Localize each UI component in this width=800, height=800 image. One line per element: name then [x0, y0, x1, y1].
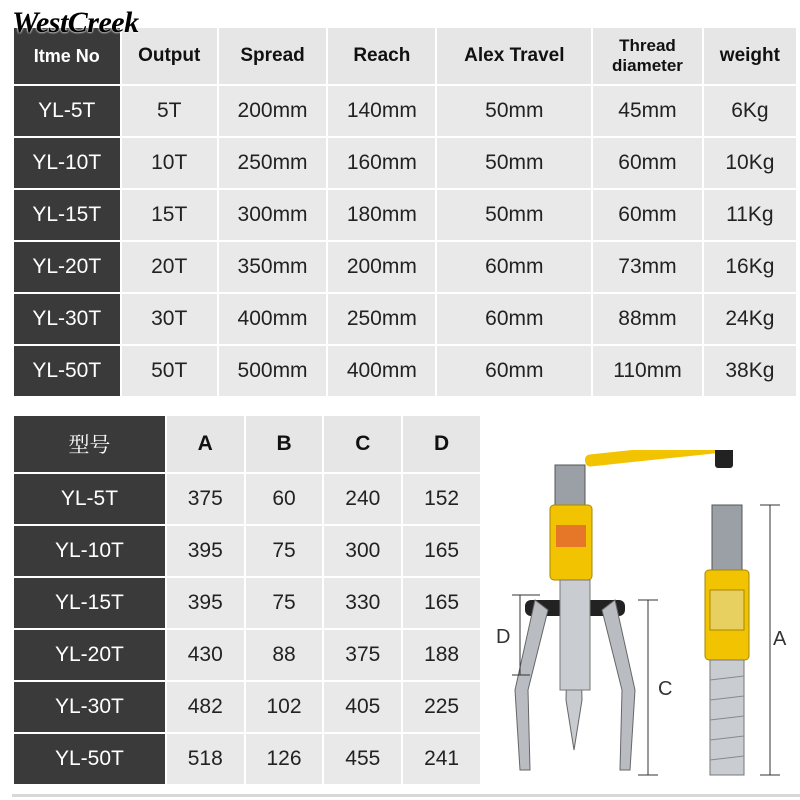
output-cell: 30T — [122, 294, 217, 344]
thread-diameter-cell: 88mm — [593, 294, 702, 344]
alex-travel-cell: 50mm — [437, 138, 591, 188]
alex-travel-cell: 60mm — [437, 346, 591, 396]
b-cell: 75 — [246, 526, 323, 576]
item-no-cell: YL-10T — [14, 138, 120, 188]
item-no-cell: YL-20T — [14, 242, 120, 292]
table-row — [14, 474, 480, 524]
table-row — [14, 734, 480, 784]
b-cell: 88 — [246, 630, 323, 680]
table-row — [14, 190, 796, 240]
output-cell: 10T — [122, 138, 217, 188]
model-cell: YL-10T — [14, 526, 165, 576]
col-reach: Reach — [328, 28, 435, 84]
spread-cell: 250mm — [219, 138, 326, 188]
d-cell: 241 — [403, 734, 480, 784]
alex-travel-cell: 60mm — [437, 294, 591, 344]
b-cell: 75 — [246, 578, 323, 628]
thread-diameter-cell: 110mm — [593, 346, 702, 396]
reach-cell: 180mm — [328, 190, 435, 240]
item-no-cell: YL-50T — [14, 346, 120, 396]
c-cell: 375 — [324, 630, 401, 680]
table-row — [14, 242, 796, 292]
col-spread: Spread — [219, 28, 326, 84]
hydraulic-cylinder-image — [705, 505, 780, 775]
diameter-label: diameter — [612, 56, 683, 75]
d-cell: 152 — [403, 474, 480, 524]
col-weight: weight — [704, 28, 796, 84]
table-row — [14, 86, 796, 136]
col-output: Output — [122, 28, 217, 84]
c-cell: 405 — [324, 682, 401, 732]
c-cell: 300 — [324, 526, 401, 576]
d-cell: 165 — [403, 578, 480, 628]
model-cell: YL-30T — [14, 682, 165, 732]
reach-cell: 200mm — [328, 242, 435, 292]
c-cell: 240 — [324, 474, 401, 524]
weight-cell: 6Kg — [704, 86, 796, 136]
spec-table — [12, 26, 798, 398]
reach-cell: 400mm — [328, 346, 435, 396]
a-cell: 395 — [167, 526, 244, 576]
thread-diameter-cell: 60mm — [593, 190, 702, 240]
reach-cell: 250mm — [328, 294, 435, 344]
dimension-c-label: C — [658, 678, 673, 700]
hydraulic-puller-diagram — [490, 450, 800, 795]
dimension-d-label: D — [496, 626, 511, 648]
weight-cell: 24Kg — [704, 294, 796, 344]
thread-diameter-cell: 73mm — [593, 242, 702, 292]
table-row — [14, 346, 796, 396]
divider — [12, 794, 800, 797]
thread-diameter-cell: 45mm — [593, 86, 702, 136]
d-cell: 165 — [403, 526, 480, 576]
model-cell: YL-15T — [14, 578, 165, 628]
alex-travel-cell: 50mm — [437, 86, 591, 136]
alex-travel-cell: 60mm — [437, 242, 591, 292]
weight-cell: 11Kg — [704, 190, 796, 240]
thread-label: Thread — [619, 36, 676, 55]
c-cell: 330 — [324, 578, 401, 628]
col-model: 型号 — [14, 416, 165, 472]
col-b: B — [246, 416, 323, 472]
thread-diameter-cell: 60mm — [593, 138, 702, 188]
dims-header-row — [14, 416, 480, 472]
weight-cell: 10Kg — [704, 138, 796, 188]
d-cell: 225 — [403, 682, 480, 732]
item-no-cell: YL-30T — [14, 294, 120, 344]
table-row — [14, 138, 796, 188]
alex-travel-cell: 50mm — [437, 190, 591, 240]
a-cell: 482 — [167, 682, 244, 732]
table-row — [14, 578, 480, 628]
weight-cell: 38Kg — [704, 346, 796, 396]
dimensions-table — [12, 414, 482, 786]
brand-logo: WestCreek — [12, 6, 139, 39]
puller-with-jaws-image — [512, 450, 733, 775]
spread-cell: 500mm — [219, 346, 326, 396]
col-c: C — [324, 416, 401, 472]
spread-cell: 300mm — [219, 190, 326, 240]
a-cell: 395 — [167, 578, 244, 628]
col-item-no: Itme No — [14, 28, 120, 84]
b-cell: 60 — [246, 474, 323, 524]
reach-cell: 160mm — [328, 138, 435, 188]
table-row — [14, 294, 796, 344]
table-row — [14, 526, 480, 576]
a-cell: 430 — [167, 630, 244, 680]
output-cell: 50T — [122, 346, 217, 396]
col-alex-travel: Alex Travel — [437, 28, 591, 84]
c-cell: 455 — [324, 734, 401, 784]
model-cell: YL-20T — [14, 630, 165, 680]
b-cell: 126 — [246, 734, 323, 784]
col-a: A — [167, 416, 244, 472]
output-cell: 15T — [122, 190, 217, 240]
table-row — [14, 630, 480, 680]
a-cell: 518 — [167, 734, 244, 784]
item-no-cell: YL-15T — [14, 190, 120, 240]
d-cell: 188 — [403, 630, 480, 680]
col-thread-diameter — [593, 28, 702, 84]
reach-cell: 140mm — [328, 86, 435, 136]
weight-cell: 16Kg — [704, 242, 796, 292]
col-d: D — [403, 416, 480, 472]
b-cell: 102 — [246, 682, 323, 732]
dimension-a-label: A — [773, 628, 787, 650]
model-cell: YL-5T — [14, 474, 165, 524]
spread-cell: 350mm — [219, 242, 326, 292]
output-cell: 5T — [122, 86, 217, 136]
output-cell: 20T — [122, 242, 217, 292]
spread-cell: 200mm — [219, 86, 326, 136]
table-row — [14, 682, 480, 732]
a-cell: 375 — [167, 474, 244, 524]
spread-cell: 400mm — [219, 294, 326, 344]
item-no-cell: YL-5T — [14, 86, 120, 136]
model-cell: YL-50T — [14, 734, 165, 784]
